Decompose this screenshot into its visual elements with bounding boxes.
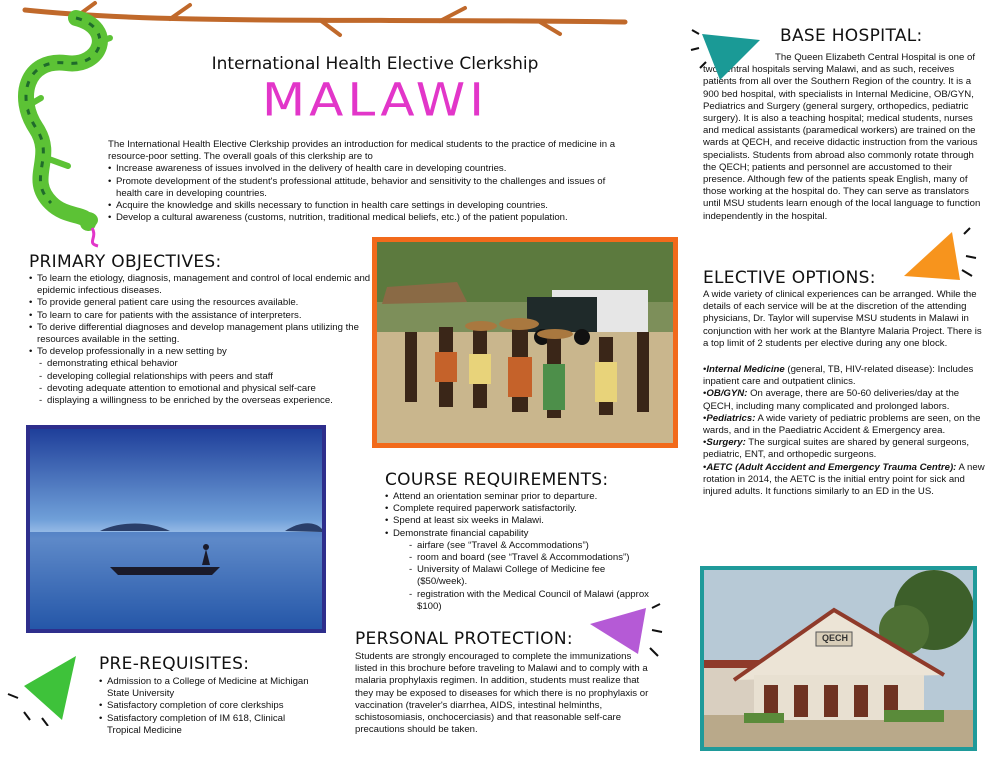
malawi-title: MALAWI (261, 73, 488, 127)
objective-item: • To derive differential diagnoses and develop management plans utilizing the resources available in the setting. (29, 322, 374, 346)
requirement-subitem: - room and board (see “Travel & Accommodations”) (409, 552, 649, 564)
requirement-item: • Complete required paperwork satisfactorily. (385, 503, 675, 515)
prereq-item: • Admission to a College of Medicine at Michigan State University (99, 676, 319, 700)
objective-subitem: - displaying a willingness to be enriched by the overseas experience. (39, 395, 374, 407)
requirement-subitem: - airfare (see “Travel & Accommodations”) (409, 540, 649, 552)
objectives-section (29, 273, 374, 407)
option-name: AETC (Adult Accident and Emergency Trauma Centre): (706, 461, 957, 473)
requirement-subitem: - registration with the Medical Council of Malawi (approx $100) (409, 589, 649, 613)
option-name: Pediatrics: (706, 412, 756, 424)
requirement-item: • Demonstrate financial capability (385, 528, 675, 540)
objective-subitem: - demonstrating ethical behavior (39, 358, 374, 370)
elective-option: •Pediatrics: A wide variety of pediatric problems are seen, on the wards, and in the Paediatric Accident & Emergency area. (703, 412, 981, 437)
objective-item: • To learn the etiology, diagnosis, management and control of local endemic and epidemic infectious diseases. (29, 273, 374, 297)
prereq-item: • Satisfactory completion of core clerkships (99, 700, 319, 712)
objective-item: • To learn to care for patients with the assistance of interpreters. (29, 310, 374, 322)
teal-triangle-icon (690, 28, 770, 84)
requirement-item: • Attend an orientation seminar prior to departure. (385, 491, 675, 503)
objective-item: • To provide general patient care using the resources available. (29, 297, 374, 309)
orange-triangle-icon (900, 226, 980, 286)
clerkship-title: International Health Elective Clerkship (211, 54, 539, 74)
option-text: A wide variety of pediatric problems are seen, on the wards, and in the Paediatric Accident & Emergency area. (703, 412, 981, 437)
option-text: On average, there are 50-60 deliveries/day at the QECH, including many complicated and prolonged labors. (703, 388, 960, 412)
hospital-text: The Queen Elizabeth Central Hospital is one of two central hospitals serving Malawi, and as such, receives patients from all over the Southern Region of the country. It is a 900 bed hospital, with specialists in Internal Medicine, OB/GYN, Pediatrics and Surgery (general surgery, orthopedics, pediatric surgery). It is also a teaching hospital; medical students, nurses and medical assistants (paramedical workers) are trained on the wards at QECH, and receive didactic instruction from the various specialists. Students from abroad also commonly rotate through the QECH; patients and personnel are accustomed to their presence. Although few of the patients speak English, many of those working at the hospital do. They can serve as translators until MSU students learn enough of the local language to function independently in the hospital. (703, 52, 981, 222)
option-text: A new rotation in 2014, the AETC is the initial entry point for sick and injured adults. It functions similarly to an ED in the US. (703, 461, 985, 498)
elective-heading: ELECTIVE OPTIONS: (703, 268, 876, 288)
course-section (385, 491, 675, 613)
objective-subitem: - devoting adequate attention to emotional and physical self-care (39, 383, 374, 395)
hospital-sign: QECH (821, 633, 848, 643)
goal-item: • Acquire the knowledge and skills necessary to function in health care settings in developing countries. (108, 200, 630, 212)
objective-subitem: - developing collegial relationships with peers and staff (39, 371, 374, 383)
option-text: The surgical suites are shared by general surgeons, pediatric, ENT, and orthopedic surgeons. (703, 437, 970, 461)
prereq-heading: PRE-REQUISITES: (99, 654, 250, 674)
intro-paragraph: The International Health Elective Clerkship provides an introduction for medical students to the practice of medicine in a resource-poor setting. The overall goals of this clerkship are to (108, 139, 616, 163)
green-triangle-icon (4, 650, 84, 726)
village-photo (372, 237, 678, 448)
option-name: OB/GYN: (706, 388, 748, 400)
goal-item: • Promote development of the student's professional attitude, behavior and sensitivity to the challenges and issues of health care in developing countries. (108, 176, 630, 200)
intro-section (108, 139, 630, 224)
hospital-heading: BASE HOSPITAL: (780, 26, 923, 46)
goal-item: • Increase awareness of issues involved in the delivery of health care in developing countries. (108, 163, 630, 175)
requirement-item: • Spend at least six weeks in Malawi. (385, 515, 675, 527)
protection-text: Students are strongly encouraged to complete the immunizations listed in this brochure before traveling to Malawi and to comply with a malaria prophylaxis regimen. In addition, students must realize that they may be exposed to diseases for which there is no prophylaxis or vaccination (traveler's diarrhea, AIDS, intestinal helminths, schistosomiasis, onchocerciasis) and that reasonable self-care precautions should be taken. (355, 651, 649, 736)
protection-heading: PERSONAL PROTECTION: (355, 629, 573, 649)
elective-option: •AETC (Adult Accident and Emergency Trauma Centre): A new rotation in 2014, the AETC is the initial entry point for sick and injured adults. It functions similarly to an ED in the US. (703, 461, 985, 498)
option-name: Surgery: (706, 437, 746, 449)
lake-photo (26, 425, 326, 633)
elective-section (703, 289, 988, 498)
option-text: (general, TB, HIV-related disease): Includes inpatient care and outpatient clinics. (703, 364, 974, 388)
option-name: Internal Medicine (706, 364, 785, 376)
elective-option: •Surgery: The surgical suites are shared by general surgeons, pediatric, ENT, and orthopedic surgeons. (703, 437, 970, 461)
gecko-illustration (6, 8, 116, 248)
goal-item: • Develop a cultural awareness (customs, nutrition, traditional medical beliefs, etc.) of the patient population. (108, 212, 630, 224)
objective-item: • To develop professionally in a new setting by (29, 346, 374, 358)
prereq-item: • Satisfactory completion of IM 618, Clinical Tropical Medicine (99, 713, 319, 737)
purple-triangle-icon (588, 602, 668, 662)
prereq-section (99, 676, 319, 737)
objectives-heading: PRIMARY OBJECTIVES: (29, 252, 222, 272)
elective-option: •Internal Medicine (general, TB, HIV-related disease): Includes inpatient care and outpatient clinics. (703, 364, 974, 388)
elective-option: •OB/GYN: On average, there are 50-60 deliveries/day at the QECH, including many complicated and prolonged labors. (703, 388, 960, 412)
requirement-subitem: - University of Malawi College of Medicine fee ($50/week). (409, 564, 649, 588)
hospital-photo (700, 566, 977, 751)
elective-intro: A wide variety of clinical experiences can be arranged. While the details of each service will be at the discretion of the attending physicians, Dr. Taylor will supervise MSU students in Malawi in conjunction with her work at the Blantyre Malaria Project. There is a top limit of 2 students per elective during any one block. (703, 289, 982, 349)
course-heading: COURSE REQUIREMENTS: (385, 470, 609, 490)
